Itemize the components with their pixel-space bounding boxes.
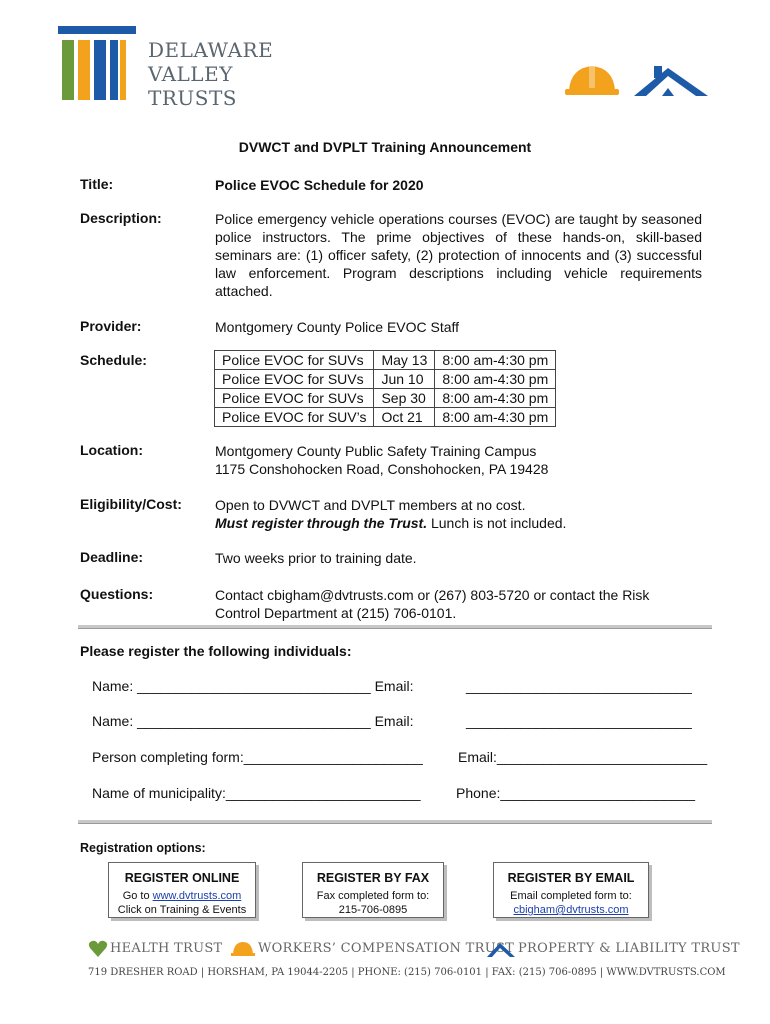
provider-value: Montgomery County Police EVOC Staff	[215, 319, 460, 335]
heart-icon	[88, 940, 108, 958]
house-small-icon	[486, 940, 516, 958]
title-label: Title:	[80, 176, 114, 192]
eligibility-line2	[215, 514, 566, 532]
table-row	[215, 351, 556, 370]
house-icon	[632, 62, 710, 98]
municipality-field[interactable]: Name of municipality:_________________________	[92, 785, 421, 801]
logo-pillar-green	[62, 40, 74, 100]
hard-hat-small-icon	[230, 940, 256, 958]
email-link[interactable]: cbigham@dvtrusts.com	[513, 904, 629, 916]
location-line2: 1175 Conshohocken Road, Conshohocken, PA 19428	[215, 461, 549, 477]
schedule-course: Police EVOC for SUVs	[215, 351, 374, 370]
questions-line2: Control Department at (215) 706-0101.	[215, 605, 457, 621]
schedule-course: Police EVOC for SUV’s	[215, 408, 374, 427]
table-row	[215, 370, 556, 389]
description-value: Police emergency vehicle operations courses (EVOC) are taught by seasoned police instructors. The prime objectives of these hands-on, skill-based seminars are: (1) officer safety, (2) protection of innocents and (3) successful law enforcement. Program descriptions including vehicle requirements attached.	[215, 211, 702, 299]
location-line1: Montgomery County Public Safety Training Campus	[215, 443, 537, 459]
registration-options-heading: Registration options:	[80, 841, 206, 855]
phone-field[interactable]: Phone:_________________________	[456, 785, 696, 801]
title-value: Police EVOC Schedule for 2020	[215, 177, 424, 193]
section-divider	[78, 625, 712, 629]
register-fax-number: 215-706-0895	[338, 904, 408, 916]
table-row	[215, 389, 556, 408]
workers-comp-trust-label: WORKERS’ COMPENSATION TRUST	[258, 941, 515, 956]
schedule-label: Schedule:	[80, 352, 147, 368]
register-email-box	[493, 862, 649, 918]
description-label: Description:	[80, 210, 162, 226]
hard-hat-icon	[563, 62, 621, 98]
health-trust-label: HEALTH TRUST	[110, 941, 223, 956]
schedule-date: Oct 21	[374, 408, 435, 427]
schedule-time: 8:00 am-4:30 pm	[435, 370, 556, 389]
eligibility-line1: Open to DVWCT and DVPLT members at no cost.	[215, 497, 526, 513]
table-row	[215, 408, 556, 427]
eligibility-label: Eligibility/Cost:	[80, 496, 182, 512]
register-online-title: REGISTER ONLINE	[124, 871, 240, 885]
email-field-1[interactable]: _____________________________	[466, 678, 692, 694]
logo-text-line2: VALLEY	[148, 62, 233, 86]
dvtrusts-website-link[interactable]: www.dvtrusts.com	[152, 890, 242, 902]
name-field-1[interactable]: Name: ______________________________ Email:	[92, 678, 414, 694]
register-fax-box	[302, 862, 444, 918]
logo-pillar-blue	[94, 40, 106, 100]
provider-label: Provider:	[80, 318, 142, 334]
register-fax-title: REGISTER BY FAX	[316, 871, 430, 885]
delaware-valley-trusts-logo	[58, 26, 274, 118]
register-online-line1	[109, 889, 255, 903]
email-field-2[interactable]: _____________________________	[466, 713, 692, 729]
register-heading: Please register the following individuals:	[80, 643, 352, 659]
logo-pillar-cap	[58, 26, 136, 34]
register-email-line1: Email completed form to:	[510, 890, 632, 902]
logo-text-line1: DELAWARE	[148, 38, 274, 62]
logo-text-line3: TRUSTS	[148, 86, 237, 110]
section-divider	[78, 820, 712, 824]
name-field-2[interactable]: Name: ______________________________ Email:	[92, 713, 414, 729]
questions-line1: Contact cbigham@dvtrusts.com or (267) 803-5720 or contact the Risk	[215, 587, 650, 603]
announcement-title: DVWCT and DVPLT Training Announcement	[238, 139, 532, 155]
register-online-box	[108, 862, 256, 918]
schedule-course: Police EVOC for SUVs	[215, 370, 374, 389]
register-online-line2: Click on Training & Events	[117, 904, 247, 916]
schedule-table	[214, 350, 556, 427]
register-email-title: REGISTER BY EMAIL	[507, 871, 635, 885]
person-email-field[interactable]: Email:___________________________	[458, 749, 708, 765]
deadline-value: Two weeks prior to training date.	[215, 550, 417, 566]
person-completing-field[interactable]: Person completing form:_______________________	[92, 749, 423, 765]
footer-address: 719 DRESHER ROAD | HORSHAM, PA 19044-2205 | PHONE: (215) 706-0101 | FAX: (215) 706-0895 | WWW.DVTRUSTS.COM	[88, 967, 726, 978]
schedule-time: 8:00 am-4:30 pm	[435, 351, 556, 370]
schedule-time: 8:00 am-4:30 pm	[435, 389, 556, 408]
eligibility-bold: Must register through the Trust.	[215, 515, 428, 531]
questions-label: Questions:	[80, 586, 154, 602]
property-liability-trust-label: PROPERTY & LIABILITY TRUST	[518, 941, 740, 956]
schedule-date: Jun 10	[374, 370, 435, 389]
register-online-prefix: Go to	[122, 890, 153, 902]
eligibility-rest: Lunch is not included.	[430, 515, 567, 531]
deadline-label: Deadline:	[80, 549, 144, 565]
logo-pillar-orange-2	[120, 40, 126, 100]
schedule-date: May 13	[374, 351, 435, 370]
schedule-time: 8:00 am-4:30 pm	[435, 408, 556, 427]
schedule-date: Sep 30	[374, 389, 435, 408]
location-label: Location:	[80, 442, 143, 458]
register-fax-line1: Fax completed form to:	[316, 890, 430, 902]
schedule-course: Police EVOC for SUVs	[215, 389, 374, 408]
logo-pillar-blue-2	[110, 40, 118, 100]
logo-pillar-orange	[78, 40, 90, 100]
